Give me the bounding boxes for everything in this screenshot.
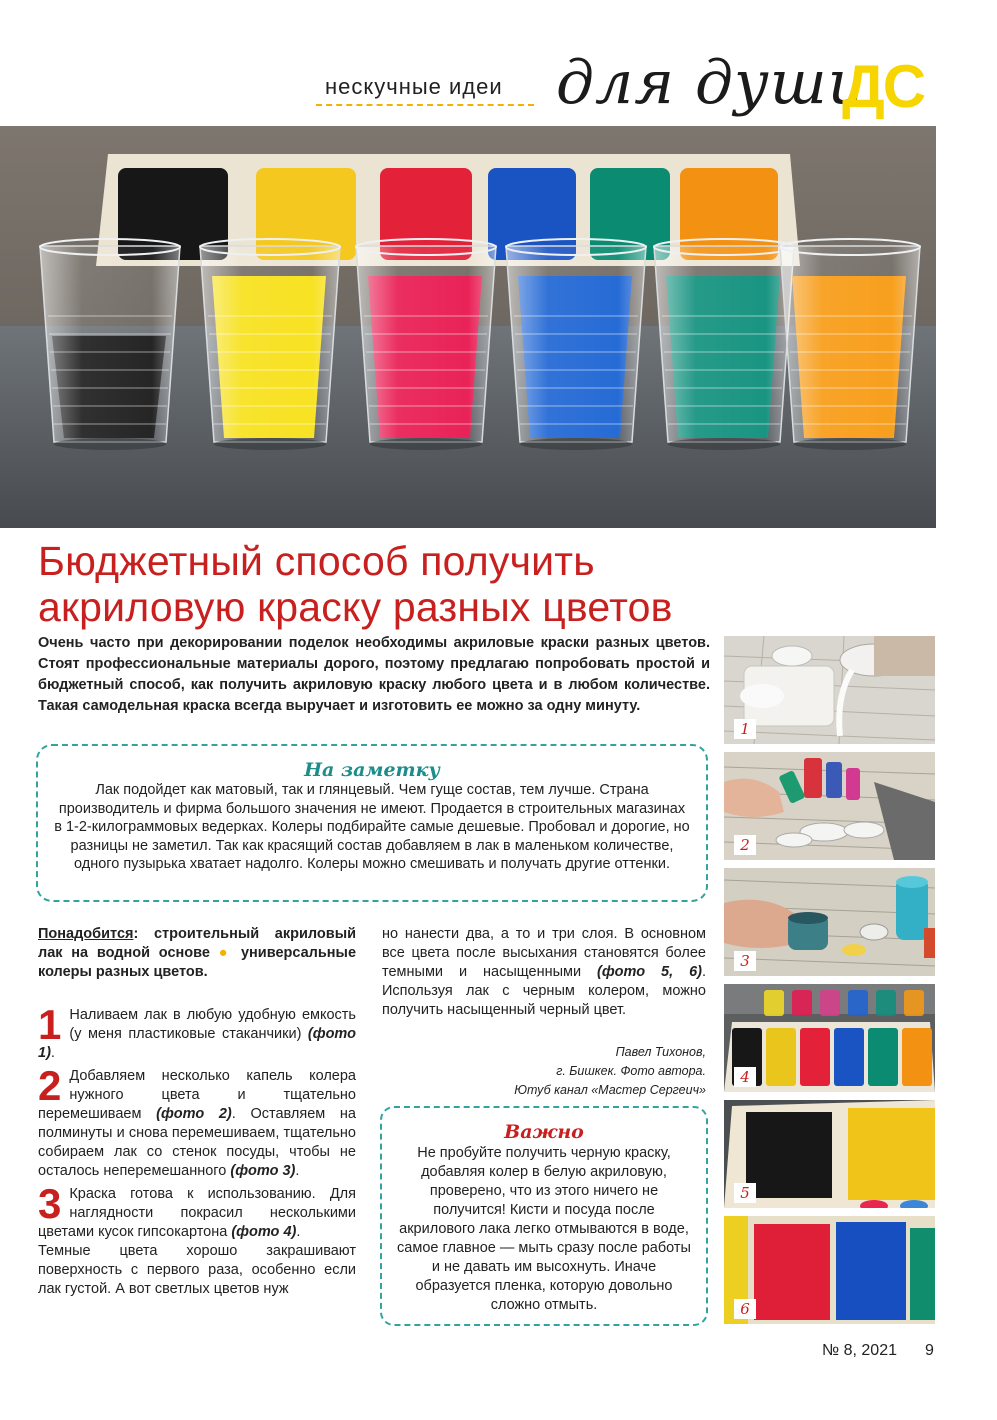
photo-3 xyxy=(724,868,935,976)
body-continued: но нанести два, а то и три слоя. В основном все цвета после высыхания становятся более темными и насыщенными xyxy=(382,926,706,980)
board-patch xyxy=(800,1028,830,1086)
title-line-2: акриловую краску разных цветов xyxy=(38,584,673,630)
board-patch xyxy=(834,1028,864,1086)
bullet-dot: ● xyxy=(218,945,233,961)
section-title: для души xyxy=(556,48,868,118)
board-patch xyxy=(766,1028,796,1086)
mini-cup xyxy=(876,990,896,1016)
step-tail: . xyxy=(296,1224,301,1240)
author-credit xyxy=(440,1043,706,1100)
paint-cup xyxy=(780,239,920,450)
photo-number: 3 xyxy=(734,951,756,971)
paint-cup xyxy=(40,239,180,450)
author-city: г. Бишкек. Фото автора. xyxy=(556,1064,706,1078)
author-name: Павел Тихонов, xyxy=(615,1045,706,1059)
photo-number: 1 xyxy=(734,719,756,739)
step-text: Добавляем несколько капель колера нужного цвета и тщательно перемешиваем xyxy=(38,1068,356,1122)
step-number: 2 xyxy=(38,1062,62,1109)
magazine-logo: ДС xyxy=(842,53,925,120)
photo-number: 6 xyxy=(734,1299,756,1319)
note-box xyxy=(36,744,708,902)
note-text: Лак подойдет как матовый, так и глянцевый. Чем гуще состав, тем лучше. Страна производитель и фирма большого значения не имеют. Продается в строительных магазинах в 1-2-килограммовых ведерках. Колеры подбирайте самые дешевые. Пробовал и дорогие, но разницы не заметил. Так как красящий состав добавляем в лак в маленьком количестве, одного пузырька хватает надолго. Колеры можно смешивать и получать другие оттенки. xyxy=(54,782,690,872)
photo-6 xyxy=(724,1216,935,1324)
step-3 xyxy=(38,1180,356,1242)
step-number: 1 xyxy=(38,1001,62,1048)
step-number: 3 xyxy=(38,1180,62,1227)
materials-label: Понадобится xyxy=(38,926,134,942)
photo-2 xyxy=(724,752,935,860)
important-title: Важно xyxy=(504,1121,584,1143)
mini-cup xyxy=(904,990,924,1016)
mini-cup xyxy=(848,990,868,1016)
hero-illustration xyxy=(0,126,936,528)
article-lead: Очень часто при декорировании поделок необходимы акриловые краски разных цветов. Стоят профессиональные материалы дорого, поэтому предлагаю попробовать простой и бюджетный способ, как получить акриловую краску любого цвета и в любом количестве. Такая самодельная краска всегда выручает и изготовить ее можно за одну минуту. xyxy=(38,635,710,714)
photo-ref: (фото 1) xyxy=(38,1026,356,1061)
issue-number: № 8, 2021 xyxy=(822,1342,897,1359)
title-line-1: Бюджетный способ получить xyxy=(38,538,595,584)
note-title: На заметку xyxy=(304,759,440,781)
step-1 xyxy=(38,1001,356,1063)
photo-ref: (фото 2) xyxy=(156,1106,232,1122)
page-number: 9 xyxy=(925,1342,934,1359)
photo-ref: (фото 5, 6) xyxy=(597,964,702,980)
photo-1 xyxy=(724,636,935,744)
hero-photo xyxy=(0,126,936,528)
step-text-cont: . Оставляем на полминуты и снова перемешиваем, тщательно собираем лак со стенок посуды, чтобы не осталось неперемешанного xyxy=(38,1106,356,1179)
important-text: Не пробуйте получить черную краску, добавляя колер в белую акриловую, проверено, что из этого ничего не получится! Кисти и посуда после акрилового лака легко отмываются в воде, самое главное — мыть сразу после работы и не давать им высохнуть. Иначе образуется пленка, которую довольно сложно отмыть. xyxy=(397,1145,691,1313)
photo-number: 5 xyxy=(734,1183,756,1203)
paint-cup xyxy=(506,239,646,450)
step-text: Наливаем лак в любую удобную емкость (у меня пластиковые стаканчики) xyxy=(69,1007,356,1042)
column-2 xyxy=(382,925,706,1020)
body-paragraph: Темные цвета хорошо закрашивают поверхность с первого раза, особенно если лак густой. А вот светлых цветов нуж xyxy=(38,1243,356,1297)
mini-cup xyxy=(792,990,812,1016)
article-title xyxy=(38,538,778,630)
photo-ref: (фото 4) xyxy=(231,1224,297,1240)
paint-cup xyxy=(200,239,340,450)
board-patch xyxy=(868,1028,898,1086)
materials-text-2: универсальные колеры разных цветов. xyxy=(38,945,357,980)
photo-4 xyxy=(724,984,935,1092)
photo-ref: (фото 3) xyxy=(230,1163,296,1179)
kicker-underline xyxy=(316,104,534,106)
body-continued-2: . Используя лак с черным колером, можно получить насыщенный черный цвет. xyxy=(382,964,706,1018)
photo-number: 4 xyxy=(734,1067,756,1087)
materials-paragraph xyxy=(38,925,356,982)
important-box xyxy=(380,1106,708,1326)
rubric-kicker: нескучные идеи xyxy=(325,74,503,99)
mini-cup xyxy=(764,990,784,1016)
mini-cup xyxy=(820,990,840,1016)
board-patch xyxy=(902,1028,932,1086)
paint-cup xyxy=(654,239,794,450)
step-2 xyxy=(38,1062,356,1181)
column-1 xyxy=(38,925,356,1299)
author-channel: Ютуб канал «Мастер Сергеич» xyxy=(514,1083,706,1097)
photo-number: 2 xyxy=(734,835,756,855)
step-tail: . xyxy=(295,1163,300,1179)
materials-text-1: : строительный акриловый лак на водной основе xyxy=(38,926,356,961)
photo-5 xyxy=(724,1100,935,1208)
step-tail: . xyxy=(50,1045,55,1061)
paint-cup xyxy=(356,239,496,450)
step-text: Краска готова к использованию. Для наглядности покрасил несколькими цветами кусок гипсокартона xyxy=(38,1186,356,1240)
